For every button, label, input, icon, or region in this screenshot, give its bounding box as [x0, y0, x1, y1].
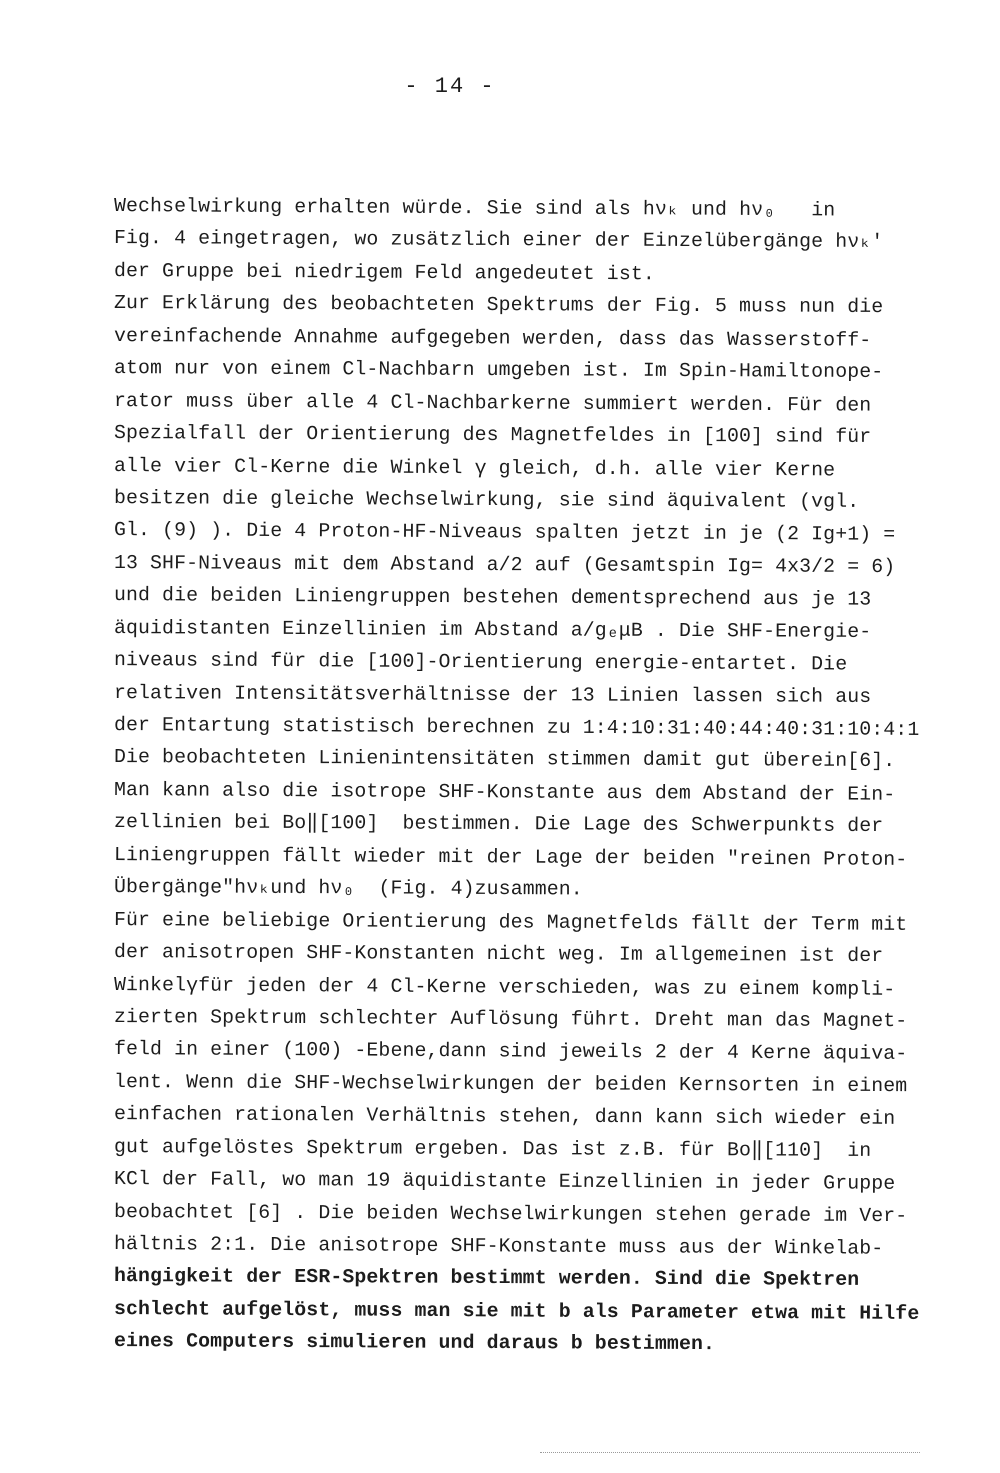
- text-line: hängigkeit der ESR-Spektren bestimmt werden. Sind die Spektren: [113, 1265, 860, 1292]
- text-line: Für eine beliebige Orientierung des Magnetfelds fällt der Term mit: [113, 908, 908, 936]
- text-line: Winkelγfür jeden der 4 Cl-Kerne verschieden, was zu einem kompli-: [113, 973, 896, 1001]
- text-line: lent. Wenn die SHF-Wechselwirkungen der beiden Kernsorten in einem: [113, 1070, 908, 1097]
- page-number: - 14 -: [404, 74, 496, 99]
- text-line: niveaus sind für die [100]-Orientierung energie-entartet. Die: [113, 649, 848, 676]
- text-line: Wechselwirkung erhalten würde. Sie sind als hνₖ und hν₀ in: [113, 195, 836, 222]
- text-line: 13 SHF-Niveaus mit dem Abstand a/2 auf (Gesamtspin Ig= 4x3/2 = 6): [113, 551, 896, 578]
- text-line: eines Computers simulieren und daraus b bestimmen.: [113, 1330, 716, 1356]
- text-line: beobachtet [6] . Die beiden Wechselwirkungen stehen gerade im Ver-: [113, 1200, 908, 1227]
- text-line: gut aufgelöstes Spektrum ergeben. Das ist z.B. für Bo‖[110] in: [113, 1135, 872, 1162]
- text-line: Zur Erklärung des beobachteten Spektrums der Fig. 5 muss nun die: [113, 292, 884, 319]
- text-line: der Gruppe bei niedrigem Feld angedeutet ist.: [113, 259, 655, 286]
- text-line: zellinien bei Bo‖[100] bestimmen. Die Lage des Schwerpunkts der: [113, 811, 884, 838]
- body-text: [114, 190, 976, 1358]
- text-line: Spezialfall der Orientierung des Magnetfeldes in [100] sind für: [113, 422, 872, 449]
- text-line: der Entartung statistisch berechnen zu 1:4:10:31:40:44:40:31:10:4:1: [113, 714, 920, 741]
- text-line: äquidistanten Einzellinien im Abstand a/gₑμB . Die SHF-Energie-: [113, 616, 872, 643]
- text-line: hältnis 2:1. Die anisotrope SHF-Konstante muss aus der Winkelab-: [113, 1233, 884, 1260]
- text-line: alle vier Cl-Kerne die Winkel γ gleich, d.h. alle vier Kerne: [113, 454, 836, 481]
- text-line: zierten Spektrum schlechter Auflösung führt. Dreht man das Magnet-: [113, 1005, 908, 1033]
- text-line: atom nur von einem Cl-Nachbarn umgeben ist. Im Spin-Hamiltonope-: [113, 357, 884, 384]
- text-line: Die beobachteten Linienintensitäten stimmen damit gut überein[6].: [113, 746, 896, 773]
- text-line: der anisotropen SHF-Konstanten nicht weg. Im allgemeinen ist der: [113, 941, 884, 968]
- text-line: Gl. (9) ). Die 4 Proton-HF-Niveaus spalten jetzt in je (2 Ig+1) =: [113, 519, 896, 547]
- text-line: besitzen die gleiche Wechselwirkung, sie sind äquivalent (vgl.: [113, 486, 860, 513]
- text-line: vereinfachende Annahme aufgegeben werden, dass das Wasserstoff-: [113, 324, 872, 352]
- text-line: Fig. 4 eingetragen, wo zusätzlich einer der Einzelübergänge hνₖ': [113, 227, 884, 254]
- scan-artifact-line: [540, 1452, 920, 1454]
- text-line: schlecht aufgelöst, muss man sie mit b als Parameter etwa mit Hilfe: [113, 1297, 920, 1325]
- text-line: rator muss über alle 4 Cl-Nachbarkerne summiert werden. Für den: [113, 389, 872, 417]
- text-line: feld in einer (100) -Ebene,dann sind jeweils 2 der 4 Kerne äquiva-: [113, 1038, 908, 1066]
- text-line: KCl der Fall, wo man 19 äquidistante Einzellinien in jeder Gruppe: [113, 1168, 896, 1195]
- text-line: relativen Intensitätsverhältnisse der 13 Linien lassen sich aus: [113, 681, 872, 708]
- text-line: Liniengruppen fällt wieder mit der Lage der beiden "reinen Proton-: [113, 843, 908, 871]
- text-line: einfachen rationalen Verhältnis stehen, dann kann sich wieder ein: [113, 1103, 896, 1131]
- text-line: Übergänge"hνₖund hν₀ (Fig. 4)zusammen.: [113, 876, 583, 901]
- text-line: Man kann also die isotrope SHF-Konstante aus dem Abstand der Ein-: [113, 778, 896, 806]
- text-line: und die beiden Liniengruppen bestehen dementsprechend aus je 13: [113, 584, 872, 611]
